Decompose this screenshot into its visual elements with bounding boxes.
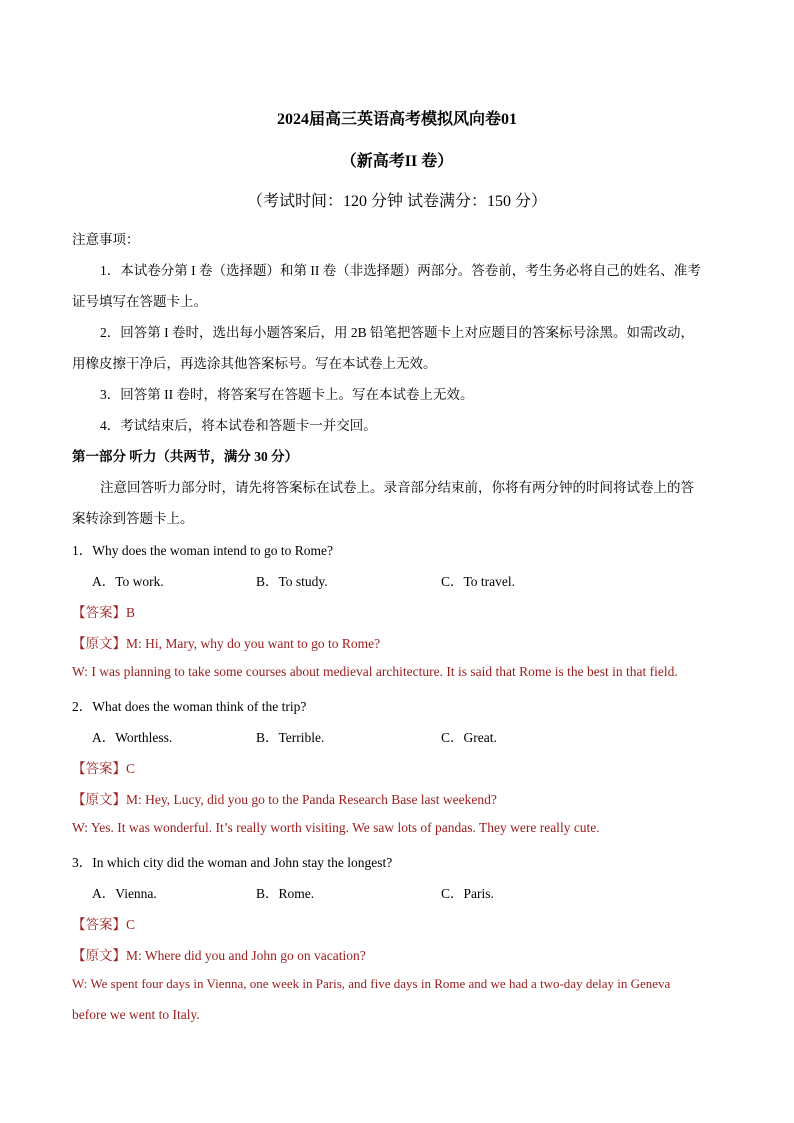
note-item: 证号填写在答题卡上。 — [72, 294, 207, 309]
question-stem: 2．What does the woman think of the trip? — [72, 699, 307, 714]
answer: 【答案】C — [72, 761, 136, 776]
transcript-line: W: We spent four days in Vienna, one week in Paris, and five days in Rome and we had a two-day delay in Geneva — [72, 976, 671, 991]
exam-info: （考试时间：120 分钟 试卷满分：150 分） — [246, 193, 547, 210]
question-stem: 3．In which city did the woman and John stay the longest? — [72, 855, 393, 870]
option-b: B．To study. — [256, 574, 328, 589]
section-intro: 案转涂到答题卡上。 — [72, 511, 194, 526]
option-b: B．Rome. — [256, 886, 315, 901]
note-item: 2．回答第 I 卷时，选出每小题答案后，用 2B 铅笔把答题卡上对应题目的答案标号涂黑。如需改动， — [100, 325, 694, 340]
note-item: 用橡皮擦干净后，再选涂其他答案标号。写在本试卷上无效。 — [72, 356, 437, 371]
note-item: 4．考试结束后，将本试卷和答题卡一并交回。 — [100, 418, 377, 433]
transcript-line: 【原文】M: Hi, Mary, why do you want to go to Rome? — [72, 636, 381, 651]
option-a: A．To work. — [92, 574, 164, 589]
transcript-line: W: I was planning to take some courses about medieval architecture. It is said that Rome is the best in that field. — [72, 664, 678, 679]
transcript-line: 【原文】M: Hey, Lucy, did you go to the Panda Research Base last weekend? — [72, 792, 497, 807]
option-a: A．Worthless. — [92, 730, 173, 745]
option-b: B．Terrible. — [256, 730, 325, 745]
question-stem: 1．Why does the woman intend to go to Rome? — [72, 543, 333, 558]
page-subtitle: （新高考II 卷） — [340, 153, 454, 170]
option-c: C．To travel. — [441, 574, 516, 589]
transcript-line: 【原文】M: Where did you and John go on vacation? — [72, 948, 366, 963]
option-a: A．Vienna. — [92, 886, 157, 901]
note-item: 1．本试卷分第 I 卷（选择题）和第 II 卷（非选择题）两部分。答卷前，考生务必将自己的姓名、准考 — [100, 263, 701, 278]
option-c: C．Paris. — [441, 886, 494, 901]
page-title: 2024届高三英语高考模拟风向卷01 — [276, 111, 517, 128]
transcript-line: before we went to Italy. — [72, 1007, 200, 1022]
section-heading: 第一部分 听力（共两节，满分 30 分） — [72, 449, 299, 464]
transcript-line: W: Yes. It was wonderful. It’s really worth visiting. We saw lots of pandas. They were really cute. — [72, 820, 600, 835]
answer: 【答案】C — [72, 917, 136, 932]
notes-heading: 注意事项： — [72, 232, 140, 247]
section-intro: 注意回答听力部分时，请先将答案标在试卷上。录音部分结束前，你将有两分钟的时间将试卷上的答 — [100, 480, 694, 495]
option-c: C．Great. — [441, 730, 497, 745]
note-item: 3．回答第 II 卷时，将答案写在答题卡上。写在本试卷上无效。 — [100, 387, 474, 402]
answer: 【答案】B — [72, 605, 136, 620]
